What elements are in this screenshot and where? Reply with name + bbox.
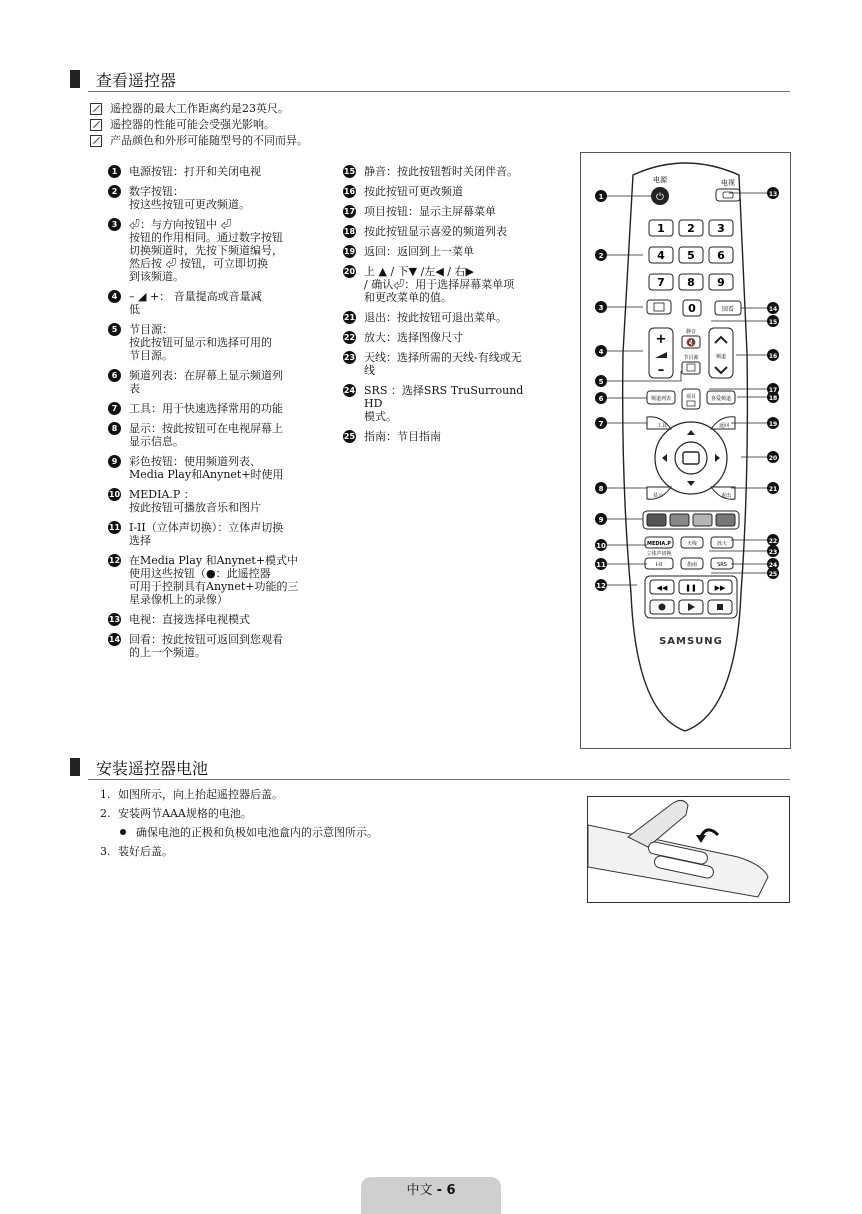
list-item: 10 MEDIA.P ： 按此按钮可播放音乐和图片 [108,488,261,514]
callout-label: 6 [598,395,604,403]
record-icon [659,604,666,611]
section-marker [70,70,80,88]
section-rule [88,779,790,780]
step-item: 3. 装好后盖。 [100,845,173,858]
number-badge: 15 [343,167,356,176]
arrow-left-icon [662,454,667,462]
callout-label: 22 [768,538,778,545]
callout-label: 15 [768,319,778,326]
callout-label: 21 [768,486,778,493]
digit-label: 6 [717,249,725,262]
callout-label: 18 [768,395,778,402]
list-item: 8 显示：按此按钮可在电视屏幕上 显示信息。 [108,422,318,448]
arrow-head-icon [696,835,706,843]
number-badge: 13 [108,615,121,624]
number-badge: 10 [108,490,121,499]
number-badge: 8 [108,422,121,435]
digit-label: 4 [657,249,665,262]
callout-label: 3 [598,304,604,312]
section-header-battery [70,756,790,778]
list-item: 4 – ◢ +： 音量提高或音量减 低 [108,290,318,316]
button-descriptions-right [343,165,543,450]
number-badge: 22 [343,333,356,342]
ch-list-label: 频道列表 [650,396,672,402]
color-button-blue [716,514,735,526]
arrow-up-icon [687,430,695,435]
digit-label: 3 [717,222,725,235]
fast-forward-icon: ▶▶ [714,584,726,592]
list-item: 15 静音：按此按钮暂时关闭伴音。 [343,165,518,178]
digit-label: 0 [688,302,696,315]
antenna-label: 天线 [686,541,698,547]
callout-label: 12 [596,582,606,590]
number-badge: 17 [343,207,356,216]
step-item: 2. 安装两节AAA规格的电池。 [100,807,252,820]
number-badge: 9 [108,455,121,468]
volume-up-icon: + [655,332,667,347]
callout-label: 2 [598,252,604,260]
guide-label: 指南 [686,562,698,568]
callout-label: 10 [596,542,606,550]
callout-label: 24 [768,562,778,569]
callout-label: 9 [598,516,604,524]
info-label: 显示 [653,493,664,499]
color-button-red [647,514,666,526]
note-icon [90,119,102,131]
tv-button [716,189,740,201]
color-button-yellow [693,514,712,526]
power-icon: ⏻ [656,192,664,203]
enter-button [647,300,671,314]
list-item: 9 彩色按钮：使用频道列表、 Media Play和Anynet+时使用 [108,455,318,481]
number-badge: 4 [108,290,121,303]
callout-label: 19 [768,421,778,428]
rewind-icon: ◀◀ [656,584,668,592]
prech-label: 回看 [721,306,735,313]
number-badge: 21 [343,313,356,322]
tv-label: 电视 [721,179,735,187]
power-label: 电源 [653,176,667,184]
battery-steps [100,785,378,861]
number-badge: 14 [108,635,121,644]
list-item: 2 数字按钮： 按这些按钮可更改频道。 [108,185,318,211]
note: 产品颜色和外形可能随型号的不同而异。 [90,133,308,149]
button-descriptions-left [108,165,318,666]
list-item: 19 返回：返回到上一菜单 [343,245,474,258]
number-badge: 2 [108,185,121,198]
number-badge: 18 [343,227,356,236]
bullet-icon [120,829,126,835]
list-item: 25 指南：节目指南 [343,430,441,443]
number-badge: 3 [108,218,121,231]
volume-down-icon: – [657,363,665,378]
callout-label: 20 [768,455,778,462]
enter-icon [654,303,664,311]
footer-lang: 中文 [406,1183,433,1198]
list-item: 12 在Media Play 和Anynet+模式中 使用这些按钮（●：此遥控器 可用于控制具有Anynet+功能的三 星录像机上的录像） [108,554,299,606]
menu-icon [687,401,695,406]
list-item: 5 节目源： 按此按钮可显示和选择可用的 节目源。 [108,323,318,362]
list-item: 3 ⏎：与方向按钮中 ⏎ 按钮的作用相同。通过数字按钮 切换频道时，先按下频道编号， 然后按 ⏎ 按钮，可立即切换 到该频道。 [108,218,318,283]
number-badge: 24 [343,386,356,395]
stop-icon [717,604,723,610]
pause-icon: ❚❚ [685,584,697,592]
callout-label: 16 [768,353,778,360]
callout-label: 4 [598,348,604,356]
callout-label: 13 [768,191,778,198]
number-badge: 6 [108,369,121,382]
page-footer [361,1177,501,1214]
digit-label: 8 [687,276,695,289]
list-item: 21 退出：按此按钮可退出菜单。 [343,311,507,324]
arrow-right-icon [715,454,720,462]
menu-label: 项目 [685,394,697,400]
fav-ch-label: 喜爱频道 [710,396,732,402]
list-item: 23 天线：选择所需的天线-有线或无 线 [343,351,522,377]
section-rule [88,91,790,92]
step-item: 1. 如图所示，向上抬起遥控器后盖。 [100,788,283,801]
section-title: 安装遥控器电池 [96,759,209,778]
play-icon [688,603,695,611]
callout-label: 1 [598,193,604,201]
number-badge: 16 [343,187,356,196]
callout-label: 7 [598,420,604,428]
enter-icon [683,452,699,464]
list-item: 20 上 ▲ / 下▼ /左◀ / 右▶ / 确认⏎：用于选择屏幕菜单项 和更改菜单的值。 [343,265,515,304]
list-item: 1 电源按钮：打开和关闭电视 [108,165,318,178]
brand-logo: SAMSUNG [659,636,723,647]
source-label: 节目源 [683,355,699,361]
list-item: 7 工具：用于快速选择常用的功能 [108,402,318,415]
playback-group [645,576,737,618]
number-badge: 1 [108,165,121,178]
callout-label: 5 [598,378,604,386]
digit-label: 9 [717,276,725,289]
list-item: 22 放大：选择图像尺寸 [343,331,463,344]
source-icon [687,364,695,371]
digit-label: 2 [687,222,695,235]
section-title: 查看遥控器 [96,71,177,90]
note-icon [90,135,102,147]
list-item: 18 按此按钮显示喜爱的频道列表 [343,225,507,238]
list-item: 16 按此按钮可更改频道 [343,185,463,198]
dual-label: I-II [655,562,663,568]
volume-icon [655,352,667,358]
number-badge: 7 [108,402,121,415]
section-marker [70,758,80,776]
number-badge: 20 [343,267,356,276]
note-icon [90,103,102,115]
digit-label: 7 [657,276,665,289]
number-badge: 11 [108,523,121,532]
remote-illustration [580,152,791,749]
list-item: 11 I-II（立体声切换）：立体声切换 选择 [108,521,284,547]
callout-label: 14 [768,306,778,313]
note: 遥控器的性能可能会受强光影响。 [90,117,308,133]
media-p-label: MEDIA.P [647,541,671,547]
p-size-label: 放大 [716,541,728,547]
section-header-remote [70,68,790,90]
callout-label: 23 [768,549,778,556]
channel-label: 频道 [715,354,727,360]
note: 遥控器的最大工作距离约是23英尺。 [90,101,308,117]
number-badge: 5 [108,323,121,336]
mute-label: 静音 [685,329,697,335]
number-badge: 12 [108,556,121,565]
digit-label: 1 [657,222,665,235]
dpad-center [675,442,707,474]
channel-down-icon [715,367,727,373]
list-item: 14 回看：按此按钮可返回到您观看 的上一个频道。 [108,633,283,659]
battery-illustration [587,796,790,903]
list-item: 17 项目按钮：显示主屏幕菜单 [343,205,496,218]
callout-label: 17 [768,387,778,394]
stereo-label: 立体声切换 [646,551,672,557]
return-label: 返回 [719,423,730,429]
arrow-down-icon [687,481,695,486]
color-button-green [670,514,689,526]
channel-up-icon [715,337,727,343]
digit-label: 5 [687,249,695,262]
tools-label: 工具 [657,423,668,429]
notes-list [90,101,308,149]
callout-label: 11 [596,561,606,569]
list-item: 24 SRS ：选择SRS TruSurround HD 模式。 [343,384,524,423]
srs-label: SRS [717,562,727,568]
channel-rocker [709,328,733,378]
callout-label: 8 [598,485,604,493]
number-badge: 23 [343,353,356,362]
page-number: - 6 [436,1183,456,1198]
exit-label: 退出 [721,493,732,499]
mute-icon: 🔇 [686,338,696,347]
step-bullet: 确保电池的正极和负极如电池盒内的示意图所示。 [100,823,378,842]
number-badge: 25 [343,432,356,441]
list-item: 6 频道列表：在屏幕上显示频道列 表 [108,369,318,395]
callout-label: 25 [768,571,778,578]
number-badge: 19 [343,247,356,256]
list-item: 13 电视：直接选择电视模式 [108,613,250,626]
